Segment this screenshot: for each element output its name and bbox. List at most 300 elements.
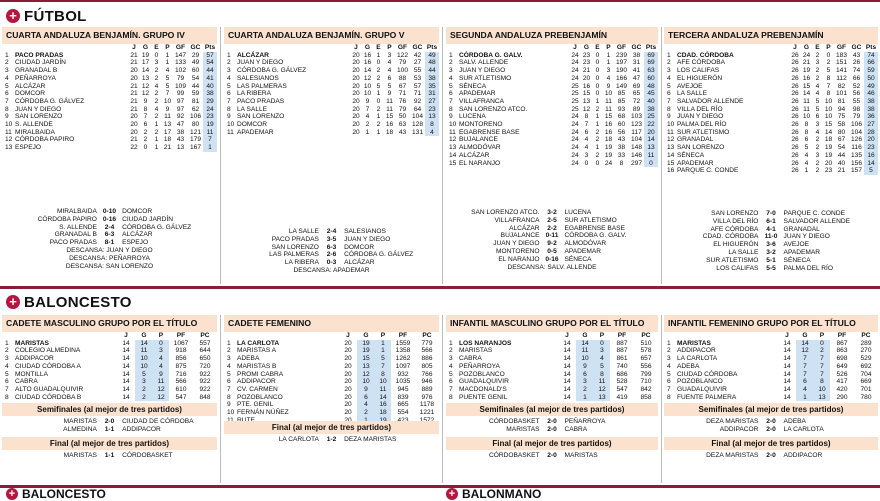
stat-cell: 976 xyxy=(421,393,433,401)
stat-cell: 18 xyxy=(385,128,394,136)
stat-cell: 1 xyxy=(365,128,370,136)
stat-cell: 9 xyxy=(143,97,148,105)
baloncesto-col-header: J xyxy=(346,332,350,339)
futbol-table-header xyxy=(446,44,658,52)
baloncesto-col-pos xyxy=(664,332,676,340)
stat-cell: 103 xyxy=(630,113,642,121)
team-name: LA RIBERA xyxy=(237,90,272,98)
team-name: MIRALBAIDA xyxy=(15,128,55,136)
away-team: ADDIPACOR xyxy=(122,425,161,433)
stat-cell: 710 xyxy=(640,378,652,386)
score: 2-0 xyxy=(547,418,557,425)
stat-cell: 81 xyxy=(191,97,200,105)
team-name: CÓRDOBA G. GÁLVEZ xyxy=(15,97,85,105)
column-divider xyxy=(442,315,443,483)
team-name: COLEGIO ALMEDINA xyxy=(15,347,81,355)
stat-cell: 644 xyxy=(199,347,211,355)
stat-cell: 805 xyxy=(421,362,433,370)
futbol-col-header: GF xyxy=(836,44,847,51)
position: 8 xyxy=(667,393,671,401)
stat-cell: 5 xyxy=(165,82,170,90)
team-name: ALCÁZAR xyxy=(15,82,46,90)
stat-cell: 14 xyxy=(783,393,791,401)
stat-cell: 2 xyxy=(815,136,820,144)
stat-cell: 5 xyxy=(815,97,820,105)
stat-cell: 26 xyxy=(791,128,799,136)
away-team: ALCÁZAR xyxy=(122,231,153,239)
stat-cell: 20 xyxy=(344,370,352,378)
team-name: CIUDAD CÓRDOBA B xyxy=(15,393,82,401)
futbol-table-header xyxy=(224,44,439,52)
stat-cell: 16 xyxy=(363,59,372,67)
stat-cell: 7 xyxy=(814,363,830,371)
baloncesto-standings-table xyxy=(2,332,217,401)
stat-cell: 20 xyxy=(344,355,352,363)
stat-cell: 183 xyxy=(835,51,847,59)
futbol-table-row xyxy=(224,67,439,75)
stat-cell: 23 xyxy=(824,167,833,175)
futbol-results xyxy=(2,208,217,270)
stat-cell: 2 xyxy=(815,51,820,59)
stat-cell: 9 xyxy=(165,105,170,113)
team-name: LUCENA xyxy=(459,113,486,121)
stat-cell: 50 xyxy=(864,75,878,83)
stat-cell: 13 xyxy=(582,97,591,105)
futbol-table-row xyxy=(664,136,878,144)
home-team: MARISTAS xyxy=(506,425,540,433)
stat-cell: 0 xyxy=(595,82,600,90)
team-name: SALVADOR ALLENDE xyxy=(677,97,744,105)
stat-cell: 79 xyxy=(398,105,407,113)
futbol-col-pos xyxy=(664,44,676,52)
baloncesto-table-row xyxy=(664,347,878,355)
stat-cell: 99 xyxy=(176,90,185,98)
futbol-result-row xyxy=(446,256,658,264)
stat-cell: 14 xyxy=(796,340,814,348)
baloncesto-col-team xyxy=(14,332,117,340)
bottom-section-right-title: BALONMANO xyxy=(462,487,542,501)
stat-cell: 417 xyxy=(836,378,848,386)
stat-cell: 65 xyxy=(632,90,641,98)
away-team: EGABRENSE BASE xyxy=(564,224,625,232)
stat-cell: 23 xyxy=(425,106,439,114)
futbol-table-row xyxy=(446,59,658,67)
baloncesto-table-row xyxy=(664,386,878,394)
score: 2-0 xyxy=(766,425,776,433)
position: 8 xyxy=(227,105,231,113)
stat-cell: 0 xyxy=(154,51,159,59)
stat-cell: 3 xyxy=(815,151,820,159)
baloncesto-group-title: CADETE FEMENINO xyxy=(224,315,439,332)
stat-cell: 554 xyxy=(397,409,409,417)
stat-cell: 101 xyxy=(835,90,847,98)
stat-cell: 29 xyxy=(191,51,200,59)
stat-cell: 63 xyxy=(398,121,407,129)
basket-playoffs xyxy=(446,400,658,459)
baloncesto-table-row xyxy=(2,371,217,379)
stat-cell: 69 xyxy=(644,52,658,60)
position: 8 xyxy=(667,105,671,113)
stat-cell: 15 xyxy=(604,113,613,121)
stat-cell: 1 xyxy=(203,144,217,152)
stat-cell: 1 xyxy=(375,340,391,348)
stat-cell: 7 xyxy=(826,82,831,90)
home-team: CÓRDOBA PAPIRO xyxy=(37,215,97,223)
stat-cell: 1 xyxy=(804,167,809,175)
bottom-section-left xyxy=(0,488,106,500)
stat-cell: 18 xyxy=(163,136,172,144)
away-team: CÓRDOBASKET xyxy=(122,451,173,459)
position: 2 xyxy=(449,347,453,355)
stat-cell: 10 xyxy=(576,355,594,363)
baloncesto-table-row xyxy=(446,340,658,348)
futbol-table-row xyxy=(664,144,878,152)
futbol-col-team xyxy=(236,44,350,52)
stat-cell: 14 xyxy=(576,340,594,348)
stat-cell: 49 xyxy=(864,83,878,91)
stat-cell: 14 xyxy=(802,90,811,98)
baloncesto-table-header xyxy=(664,332,878,340)
stat-cell: 20 xyxy=(352,113,360,121)
team-name: CABRA xyxy=(459,355,482,363)
position: 10 xyxy=(227,121,235,129)
stat-cell: 1 xyxy=(375,347,391,355)
stat-cell: 1 xyxy=(595,113,600,121)
score: 1-2 xyxy=(326,436,337,443)
stat-cell: 16 xyxy=(864,152,878,160)
futbol-col-header: E xyxy=(376,44,381,51)
stat-cell: 58 xyxy=(837,121,846,129)
stat-cell: 566 xyxy=(421,347,433,355)
baloncesto-table-row xyxy=(446,355,658,363)
team-name: MARISTAS xyxy=(677,339,711,347)
position: 5 xyxy=(667,370,671,378)
team-name: GRANADAL xyxy=(677,136,714,144)
futbol-table-row xyxy=(446,152,658,160)
position: 2 xyxy=(227,59,231,67)
stat-cell: 1 xyxy=(154,136,159,144)
stat-cell: 166 xyxy=(615,74,627,82)
position: 5 xyxy=(227,82,231,90)
stat-cell: 92 xyxy=(176,113,185,121)
away-team: APADEMAR xyxy=(783,248,821,256)
baloncesto-col-pos xyxy=(446,332,458,340)
stat-cell: 22 xyxy=(644,121,658,129)
home-team: VILLA DEL RÍO xyxy=(712,217,759,225)
stat-cell: 1178 xyxy=(419,401,435,409)
stat-cell: 4 xyxy=(815,128,820,136)
semifinals-label: Semifinales (al mejor de tres partidos) xyxy=(446,403,658,416)
score: 0-16 xyxy=(102,215,117,223)
stat-cell: 26 xyxy=(791,74,799,82)
futbol-table-row xyxy=(2,67,217,75)
position: 2 xyxy=(449,59,453,67)
futbol-table-row xyxy=(664,59,878,67)
stat-cell: 157 xyxy=(850,167,862,175)
score: 0-5 xyxy=(547,247,557,255)
stat-cell: 56 xyxy=(852,90,861,98)
position: 1 xyxy=(449,339,453,347)
futbol-table-row xyxy=(224,121,439,129)
futbol-table-row xyxy=(224,129,439,137)
team-name: CDAD. CÓRDOBA xyxy=(677,51,734,59)
stat-cell: 686 xyxy=(616,370,628,378)
baloncesto-table-row xyxy=(2,378,217,386)
stat-cell: 5 xyxy=(826,67,831,75)
stat-cell: 40 xyxy=(837,159,846,167)
position: 7 xyxy=(449,385,453,393)
final-label: Final (al mejor de tres partidos) xyxy=(224,421,439,434)
basket-playoffs xyxy=(224,418,439,444)
stat-cell: 7 xyxy=(796,355,814,363)
home-team: PACO PRADAS xyxy=(49,239,97,247)
stat-cell: 4 xyxy=(153,355,169,363)
stat-cell: 3 xyxy=(135,378,153,386)
home-team: MONTORENO xyxy=(496,247,540,255)
stat-cell: 102 xyxy=(174,67,186,75)
futbol-table-row xyxy=(446,75,658,83)
away-team: CIUDAD DE CÓRDOBA xyxy=(122,418,194,425)
baloncesto-col-header: PF xyxy=(617,332,627,339)
score: 6-3 xyxy=(104,231,115,239)
futbol-table-row xyxy=(224,75,439,83)
futbol-table-row xyxy=(446,52,658,60)
stat-cell: 547 xyxy=(616,385,628,393)
stat-cell: 89 xyxy=(632,105,641,113)
team-name: CÓRDOBA G. GALV. xyxy=(459,51,523,59)
stat-cell: 93 xyxy=(617,105,626,113)
away-team: LUCENA xyxy=(564,209,592,216)
stat-cell: 49 xyxy=(191,59,200,67)
baloncesto-col-header: J xyxy=(124,332,128,339)
stat-cell: 27 xyxy=(425,98,439,106)
stat-cell: 657 xyxy=(640,355,652,363)
futbol-section-header xyxy=(0,4,880,28)
stat-cell: 92 xyxy=(413,97,422,105)
bottom-section-left-title: BALONCESTO xyxy=(22,487,106,501)
stat-cell: 922 xyxy=(199,378,211,386)
position: 11 xyxy=(449,128,456,136)
stat-cell: 23 xyxy=(582,59,591,67)
score: 1-1 xyxy=(104,425,115,433)
baloncesto-col-header: P xyxy=(380,332,386,339)
futbol-col-pos xyxy=(224,44,236,52)
stat-cell: 48 xyxy=(644,83,658,91)
position: 9 xyxy=(667,113,671,121)
stat-cell: 16 xyxy=(385,121,394,129)
stat-cell: 126 xyxy=(850,136,862,144)
futbol-table-row xyxy=(224,106,439,114)
basket-playoffs xyxy=(2,400,217,459)
position: 3 xyxy=(449,355,453,363)
stat-cell: 16 xyxy=(604,121,613,129)
stat-cell: 18 xyxy=(604,136,613,144)
position: 2 xyxy=(5,347,9,355)
stat-cell: 19 xyxy=(141,51,150,59)
score: 3-2 xyxy=(766,248,776,256)
stat-cell: 67 xyxy=(837,136,846,144)
stat-cell: 117 xyxy=(631,128,642,136)
futbol-table-row xyxy=(224,59,439,67)
position: 5 xyxy=(5,82,9,90)
team-name: AFE CÓRDOBA xyxy=(677,59,725,67)
final-label: Final (al mejor de tres partidos) xyxy=(2,437,217,450)
stat-cell: 2 xyxy=(154,90,159,98)
team-name: EGABRENSE BASE xyxy=(459,128,520,136)
team-name: CIUDAD CÓRDOBA A xyxy=(15,362,81,370)
futbol-table-row xyxy=(664,90,878,98)
team-name: POZOBLANCO xyxy=(459,370,505,378)
team-name: FUENTE PALMERA xyxy=(677,393,737,401)
home-team: SUR ATLETISMO xyxy=(706,256,759,264)
stat-cell: 4 xyxy=(365,113,370,121)
stat-cell: 14 xyxy=(864,160,878,168)
stat-cell: 10 xyxy=(824,113,833,121)
stat-cell: 1358 xyxy=(395,347,411,355)
stat-cell: 1 xyxy=(606,59,611,67)
stat-cell: 4 xyxy=(153,363,169,371)
stat-cell: 8 xyxy=(584,113,589,121)
stat-cell: 23 xyxy=(582,51,591,59)
stat-cell: 67 xyxy=(398,82,407,90)
stat-cell: 123 xyxy=(630,121,642,129)
stat-cell: 148 xyxy=(630,144,642,152)
baloncesto-col-header: G xyxy=(582,332,588,339)
stat-cell: 116 xyxy=(851,144,862,152)
futbol-table-row xyxy=(664,129,878,137)
position: 16 xyxy=(667,167,675,175)
stat-cell: 2 xyxy=(365,121,370,129)
stat-cell: 4 xyxy=(165,67,170,75)
position: 11 xyxy=(667,128,674,136)
stat-cell: 75 xyxy=(837,113,846,121)
stat-cell: 297 xyxy=(630,159,642,167)
stat-cell: 43 xyxy=(617,136,626,144)
home-team: ALCÁZAR xyxy=(509,224,540,232)
stat-cell: 4 xyxy=(154,82,159,90)
stat-cell: 19 xyxy=(604,144,613,152)
futbol-col-header: GF xyxy=(616,44,627,51)
baloncesto-result-row xyxy=(664,418,878,426)
futbol-table-row xyxy=(664,160,878,168)
stat-cell: 27 xyxy=(864,121,878,129)
position: 8 xyxy=(449,393,453,401)
position: 3 xyxy=(667,67,671,75)
stat-cell: 80 xyxy=(837,128,846,136)
stat-cell: 74 xyxy=(852,67,861,75)
stat-cell: 47 xyxy=(632,74,641,82)
position: 1 xyxy=(667,339,671,347)
stat-cell: 112 xyxy=(836,74,847,82)
stat-cell: 9 xyxy=(357,386,375,394)
stat-cell: 10 xyxy=(604,90,613,98)
stat-cell: 740 xyxy=(616,362,628,370)
position: 8 xyxy=(5,393,9,401)
stat-cell: 29 xyxy=(203,98,217,106)
futbol-result-row xyxy=(664,241,878,249)
home-team: JUAN Y DIEGO xyxy=(493,240,540,248)
stat-cell: 8 xyxy=(594,371,610,379)
futbol-result-row xyxy=(446,248,658,256)
column-divider xyxy=(220,315,221,483)
stat-cell: 578 xyxy=(640,347,652,355)
stat-cell: 0 xyxy=(143,144,148,152)
stat-cell: 25 xyxy=(571,90,579,98)
stat-cell: 0 xyxy=(644,160,658,168)
futbol-result-row xyxy=(2,216,217,224)
stat-cell: 17 xyxy=(141,59,150,67)
baloncesto-table-row xyxy=(224,340,439,348)
futbol-table-row xyxy=(2,75,217,83)
position: 6 xyxy=(227,378,231,386)
stat-cell: 100 xyxy=(396,67,408,75)
semifinals-label: Semifinales (al mejor de tres partidos) xyxy=(2,403,217,416)
stat-cell: 922 xyxy=(199,370,211,378)
stat-cell: 10 xyxy=(363,82,372,90)
stat-cell: 21 xyxy=(130,59,138,67)
bottom-section-right xyxy=(440,488,541,500)
team-name: LA SALLE xyxy=(677,90,708,98)
stat-cell: 135 xyxy=(850,151,862,159)
futbol-col-header: Pts xyxy=(865,44,877,51)
home-team: VILLAFRANCA xyxy=(494,216,540,224)
stat-cell: 1 xyxy=(595,144,600,152)
stat-cell: 16 xyxy=(802,74,811,82)
stat-cell: 0 xyxy=(826,51,831,59)
futbol-col-header: GF xyxy=(175,44,186,51)
section-divider xyxy=(0,286,880,289)
futbol-result-row xyxy=(664,210,878,218)
stat-cell: 18 xyxy=(375,409,391,417)
stat-cell: 156 xyxy=(850,159,862,167)
stat-cell: 1 xyxy=(576,394,594,402)
stat-cell: 12 xyxy=(796,347,814,355)
position: 8 xyxy=(449,105,453,113)
futbol-table-row xyxy=(446,113,658,121)
away-team: ADDIPACOR xyxy=(783,451,823,459)
baloncesto-table-row xyxy=(224,401,439,409)
stat-cell: 526 xyxy=(836,370,848,378)
team-name: CABRA xyxy=(15,378,38,386)
home-team: MARISTAS xyxy=(63,451,97,459)
position: 7 xyxy=(5,97,9,105)
stat-cell: 20 xyxy=(352,67,360,75)
futbol-standings-table xyxy=(2,44,217,152)
stat-cell: 10 xyxy=(375,378,391,386)
stat-cell: 55 xyxy=(852,97,861,105)
stat-cell: 19 xyxy=(604,151,613,159)
stat-cell: 122 xyxy=(396,51,408,59)
stat-cell: 14 xyxy=(122,347,130,355)
stat-cell: 1097 xyxy=(395,362,411,370)
position: 9 xyxy=(449,113,453,121)
stat-cell: 21 xyxy=(837,167,846,175)
baloncesto-table-row xyxy=(2,355,217,363)
position: 5 xyxy=(449,82,453,90)
stat-cell: 40 xyxy=(203,83,217,91)
futbol-col-header: GC xyxy=(631,44,642,51)
away-team: GRANADAL xyxy=(783,225,820,233)
away-team: JUAN Y DIEGO xyxy=(344,235,391,243)
team-name: CIUDAD JARDÍN xyxy=(15,59,66,67)
stat-cell: 887 xyxy=(616,339,628,347)
baloncesto-col-header: G xyxy=(802,332,808,339)
stat-cell: 239 xyxy=(615,51,627,59)
stat-cell: 94 xyxy=(837,105,846,113)
stat-cell: 72 xyxy=(632,97,641,105)
stat-cell: 2 xyxy=(154,113,159,121)
stat-cell: 60 xyxy=(617,121,626,129)
